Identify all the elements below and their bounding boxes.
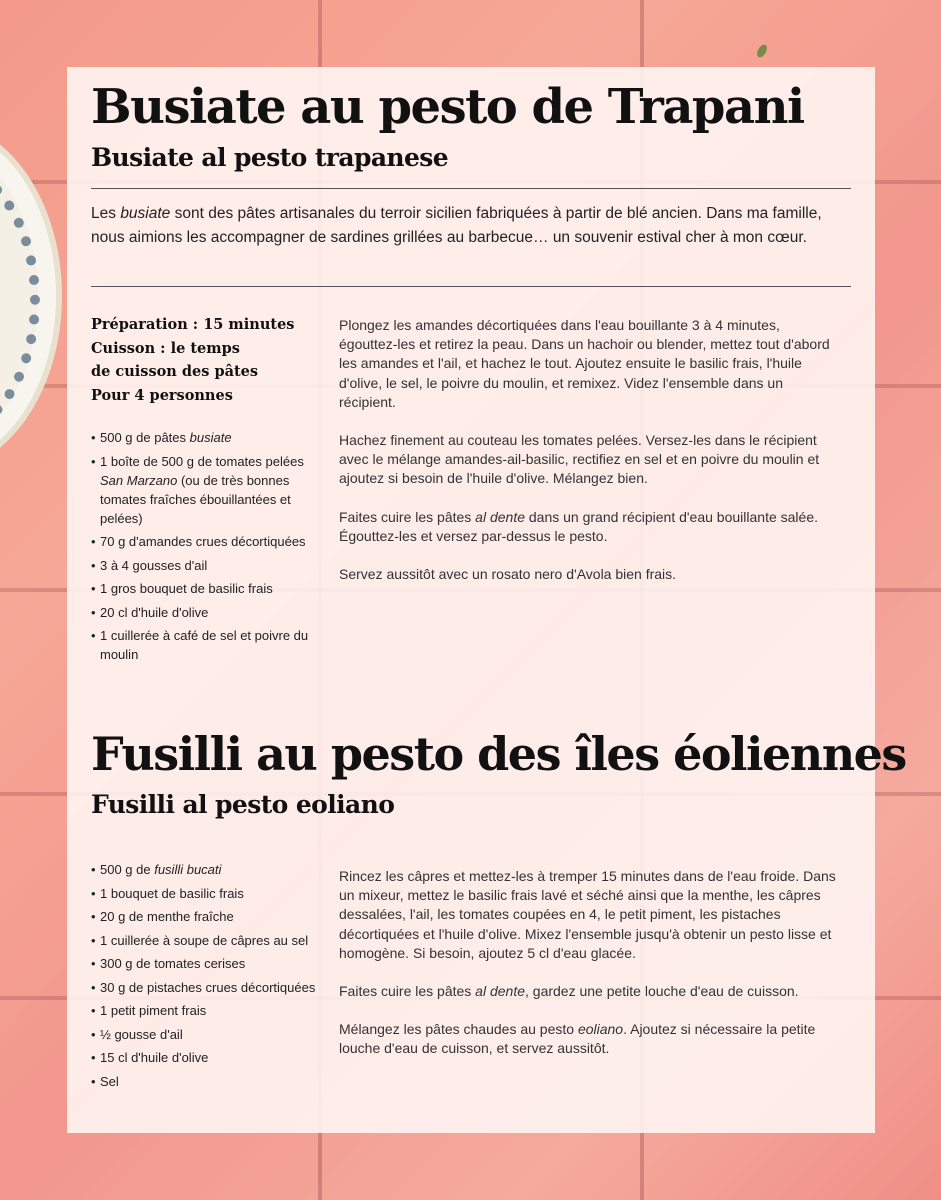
ingredient-item: • Sel xyxy=(91,1072,323,1091)
ingredient-item: • 1 cuillerée à soupe de câpres au sel xyxy=(91,931,323,950)
recipe1-steps xyxy=(339,316,839,603)
step: Mélangez les pâtes chaudes au pesto eoliano. Ajoutez si nécessaire la petite louche d'eau de cuisson, et servez aussitôt. xyxy=(339,1021,816,1057)
ingredient-item: • ½ gousse d'ail xyxy=(91,1025,323,1044)
ingredient-item: • 3 à 4 gousses d'ail xyxy=(91,556,323,575)
step: Faites cuire les pâtes al dente dans un grand récipient d'eau bouillante salée. Égouttez-les et versez par-dessus le pesto. xyxy=(339,508,818,544)
step: Plongez les amandes décortiquées dans l'eau bouillante 3 à 4 minutes, égouttez-les et retirez la peau. Dans un hachoir ou blender, mettez tout d'abord les amandes et l'ail, et hachez le tout. Ajoutez ensuite le basilic frais, l'huile d'olive, le sel, le poivre du moulin, et remixez. Videz l'ensemble dans un récipient. xyxy=(339,317,830,410)
servings: Pour 4 personnes xyxy=(91,386,233,404)
ingredient-item: • 1 bouquet de basilic frais xyxy=(91,884,323,903)
recipe1-meta xyxy=(91,313,301,407)
recipe2-steps xyxy=(339,867,839,1078)
ingredient-item: • 500 g de fusilli bucati xyxy=(91,860,323,879)
recipe1-subtitle: Busiate al pesto trapanese xyxy=(91,143,449,172)
step: Servez aussitôt avec un rosato nero d'Avola bien frais. xyxy=(339,566,677,583)
step: Rincez les câpres et mettez-les à tremper 15 minutes dans de l'eau froide. Dans un mixeur, mettez le basilic frais lavé et séché ainsi que la menthe, les câpres dessalées, l'ail, les tomates coupées en 4, le petit piment, les pistaches décortiquées et l'huile d'olive. Mixez l'ensemble jusqu'à obtenir un pesto lisse et homogène. Si besoin, ajoutez 5 cl d'eau glacée. xyxy=(339,868,836,961)
ingredient-item: • 1 gros bouquet de basilic frais xyxy=(91,579,323,598)
recipe1-title: Busiate au pesto de Trapani xyxy=(91,79,804,135)
leaf-decoration xyxy=(755,43,769,59)
step: Hachez finement au couteau les tomates pelées. Versez-les dans le récipient avec le mélange amandes-ail-basilic, rectifiez en sel et en poivre du moulin et ajoutez si besoin de l'huile d'olive. Mélangez bien. xyxy=(339,432,820,487)
recipe-card xyxy=(67,67,906,1133)
divider xyxy=(91,286,851,287)
cook-time: Cuisson : le temps xyxy=(91,339,240,357)
step: Faites cuire les pâtes al dente, gardez une petite louche d'eau de cuisson. xyxy=(339,983,799,1000)
recipe1-ingredients xyxy=(91,428,323,669)
ingredient-item: • 70 g d'amandes crues décortiquées xyxy=(91,532,323,551)
recipe2-ingredients xyxy=(91,860,323,1095)
recipe2-title: Fusilli au pesto des îles éoliennes xyxy=(91,727,906,781)
recipe1-intro: Les busiate sont des pâtes artisanales du terroir sicilien fabriquées à partir de blé ancien. Dans ma famille, nous aimions les accompagner de sardines grillées au barbecue… un souvenir estival cher à mon cœur. xyxy=(91,205,822,246)
cook-time-cont: de cuisson des pâtes xyxy=(91,363,259,380)
ingredient-item: • 500 g de pâtes busiate xyxy=(91,428,323,447)
prep-time: Préparation : 15 minutes xyxy=(91,316,295,333)
ingredient-item: • 15 cl d'huile d'olive xyxy=(91,1048,323,1067)
recipe2-subtitle: Fusilli al pesto eoliano xyxy=(91,790,395,819)
ingredient-item: • 1 boîte de 500 g de tomates pelées San Marzano (ou de très bonnes tomates fraîches ébouillantées et pelées) xyxy=(91,452,323,528)
ingredient-item: • 1 cuillerée à café de sel et poivre du moulin xyxy=(91,626,323,664)
ingredient-item: • 30 g de pistaches crues décortiquées xyxy=(91,978,323,997)
ingredient-item: • 20 g de menthe fraîche xyxy=(91,907,323,926)
divider xyxy=(91,188,851,189)
ingredient-item: • 300 g de tomates cerises xyxy=(91,954,323,973)
ingredient-item: • 1 petit piment frais xyxy=(91,1001,323,1020)
ingredient-item: • 20 cl d'huile d'olive xyxy=(91,603,323,622)
